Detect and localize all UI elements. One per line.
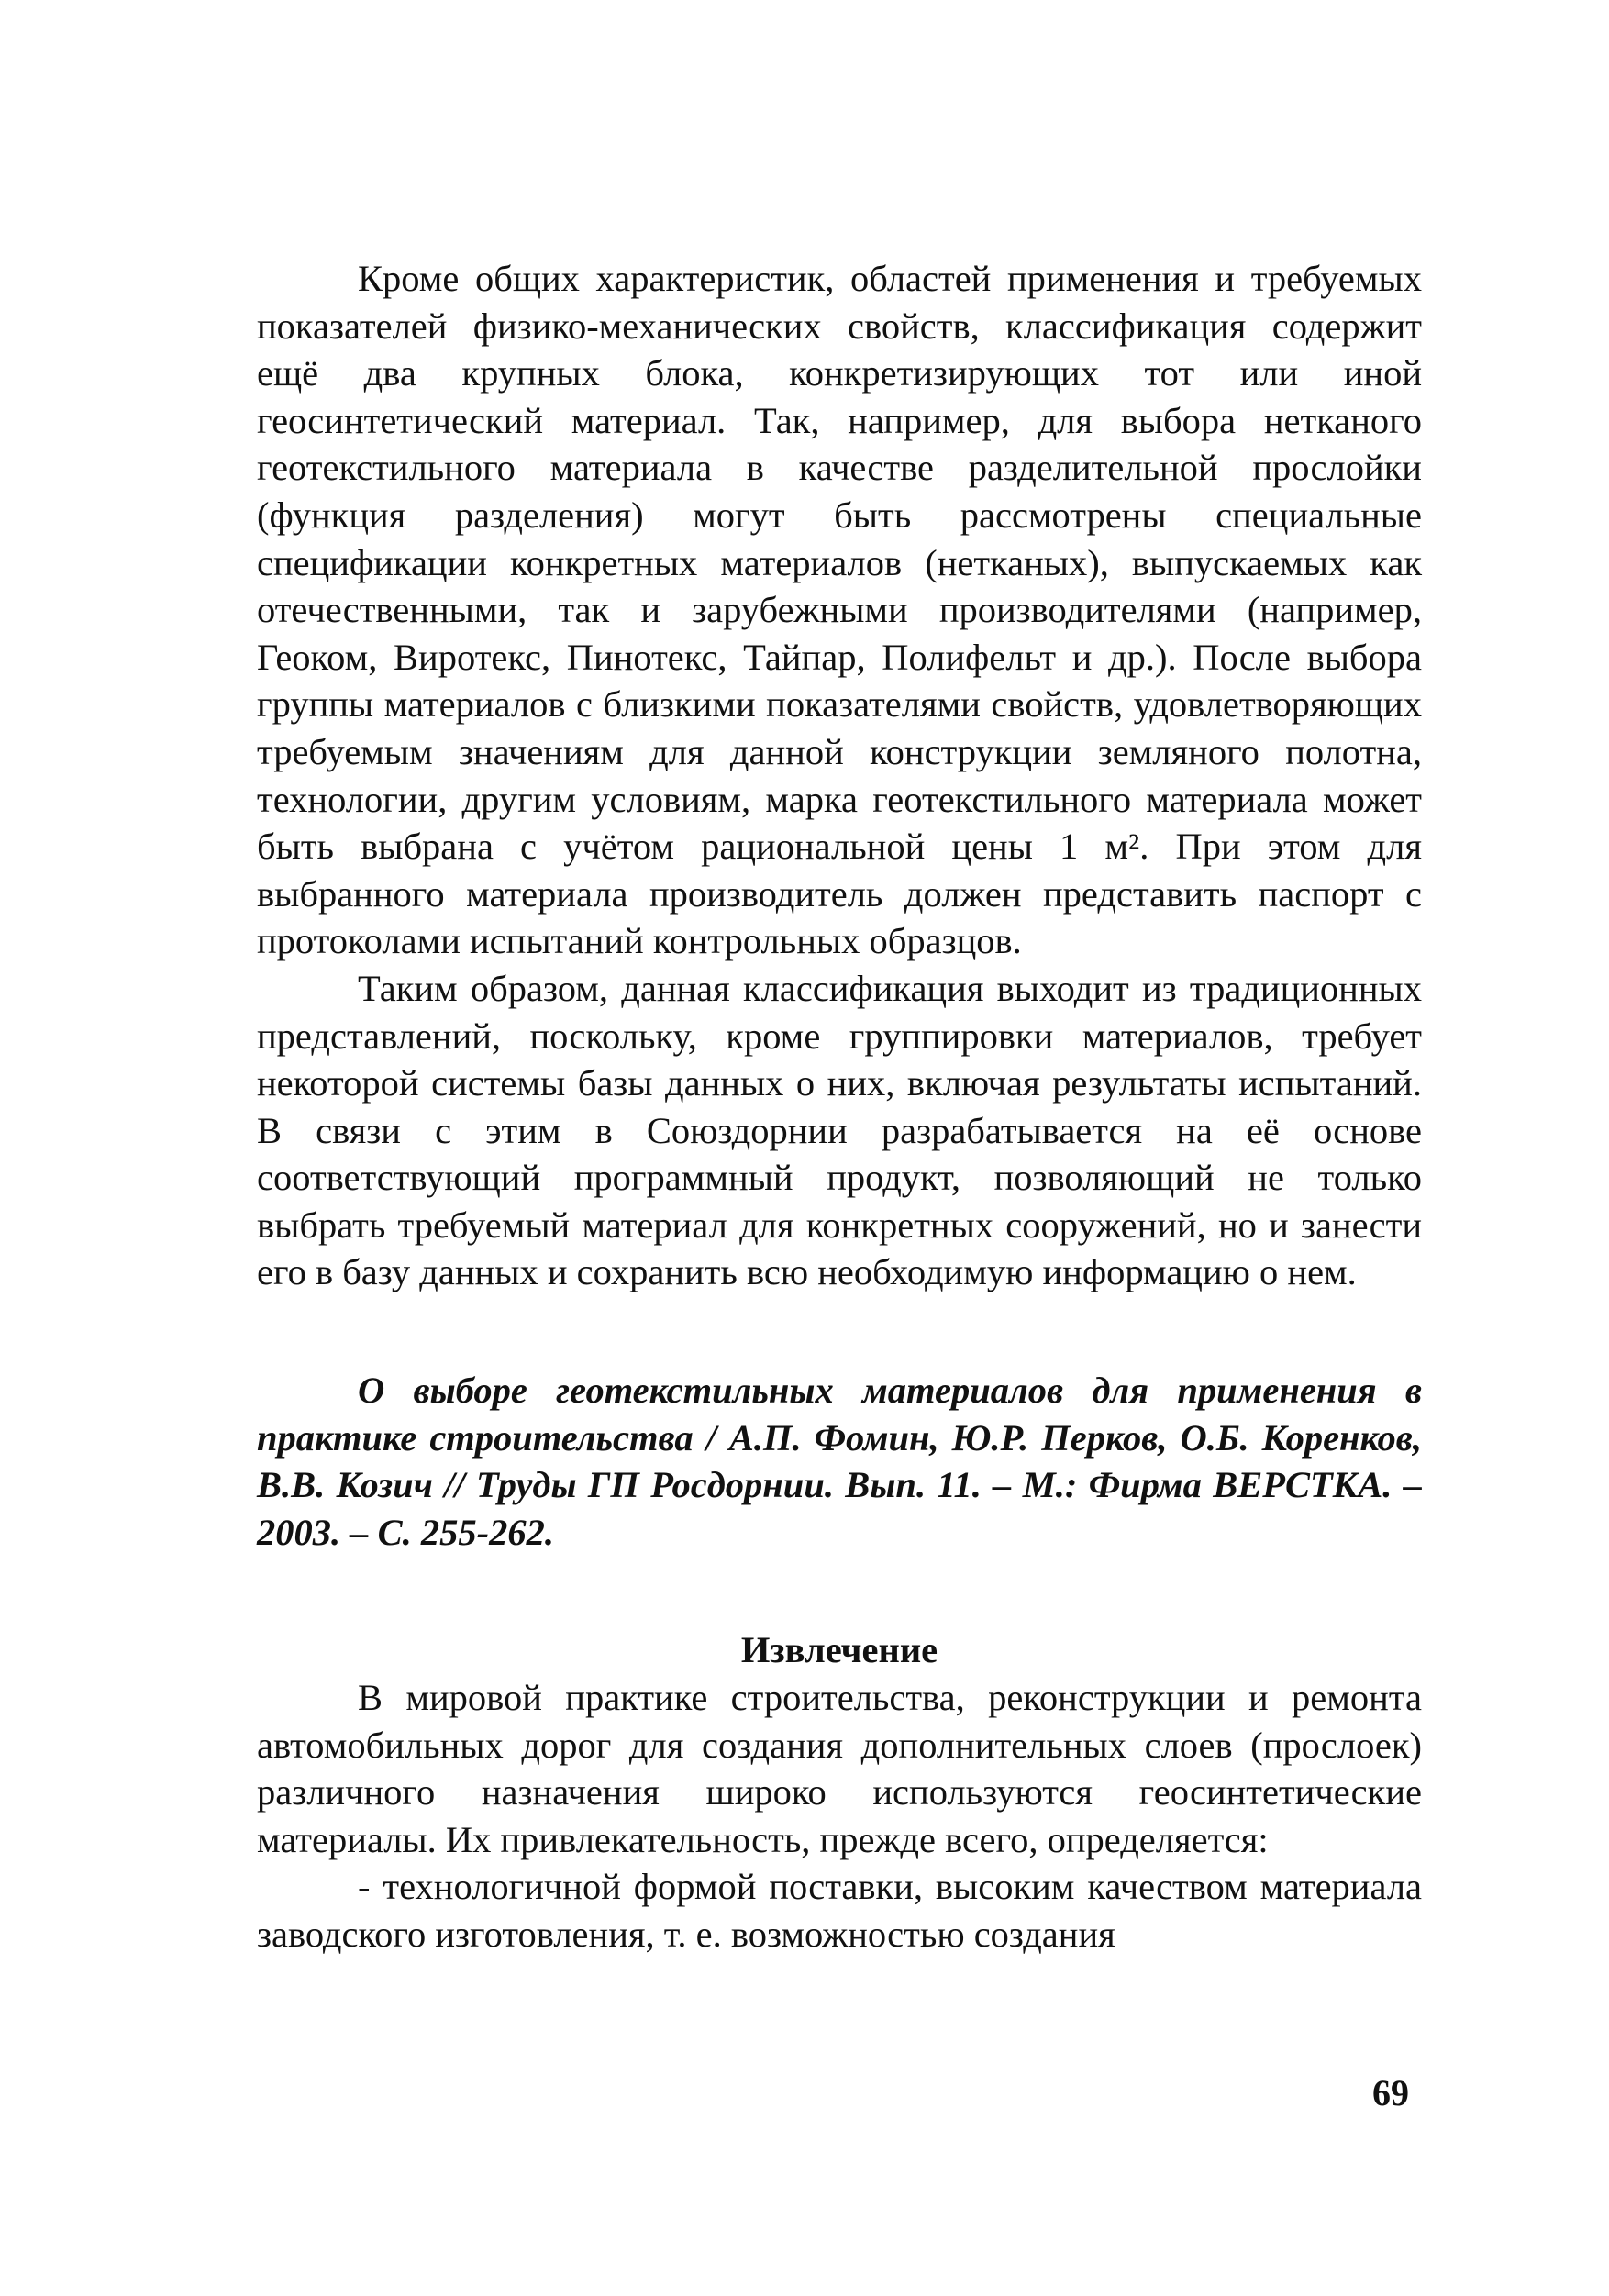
paragraph-conclusion: Таким образом, данная классификация выходит из традиционных представлений, поскольку, кроме группировки материалов, требует некоторой системы базы данных о них, включая результаты испытаний. В связи с этим в Союздорнии разрабатывается на её основе соответствующий программный продукт, позволяющий не только выбрать требуемый материал для конкретных сооружений, но и занести его в базу данных и сохранить всю необходимую информацию о нем. — [257, 967, 1422, 1293]
page-number: 69 — [1372, 2072, 1409, 2113]
bibliographic-reference: О выборе геотекстильных материалов для применения в практике строительства / А.П. Фомин, Ю.Р. Перков, О.Б. Коренков, В.В. Козич // Труды ГП Росдорнии. Вып. 11. – М.: Фирма ВЕРСТКА. – 2003. – С. 255-262. — [257, 1370, 1422, 1553]
paragraph-classification: Кроме общих характеристик, областей применения и требуемых показателей физико-механических свойств, классификация содержит ещё два крупных блока, конкретизирующих тот или иной геосинтетический материал. Так, например, для выбора нетканого геотекстильного материала в качестве разделительной прослойки (функция разделения) могут быть рассмотрены специальные спецификации конкретных материалов (нетканых), выпускаемых как отечественными, так и зарубежными производителями (например, Геоком, Виротекс, Пинотекс, Тайпар, Полифельт и др.). После выбора группы материалов с близкими показателями свойств, удовлетворяющих требуемым значениям для данной конструкции земляного полотна, технологии, другим условиям, марка геотекстильного материала может быть выбрана с учётом рациональной цены 1 м². При этом для выбранного материала производитель должен представить паспорт с протоколами испытаний контрольных образцов. — [257, 258, 1422, 962]
paragraph-extract-list-item: - технологичной формой поставки, высоким качеством материала заводского изготовления, т. е. возможностью создания — [257, 1866, 1422, 1955]
page-body — [257, 255, 1422, 1958]
section-title: Извлечение — [740, 1629, 938, 1671]
paragraph-extract-intro: В мировой практике строительства, реконструкции и ремонта автомобильных дорог для создания дополнительных слоев (прослоек) различного назначения широко используются геосинтетические материалы. Их привлекательность, прежде всего, определяется: — [257, 1677, 1422, 1860]
